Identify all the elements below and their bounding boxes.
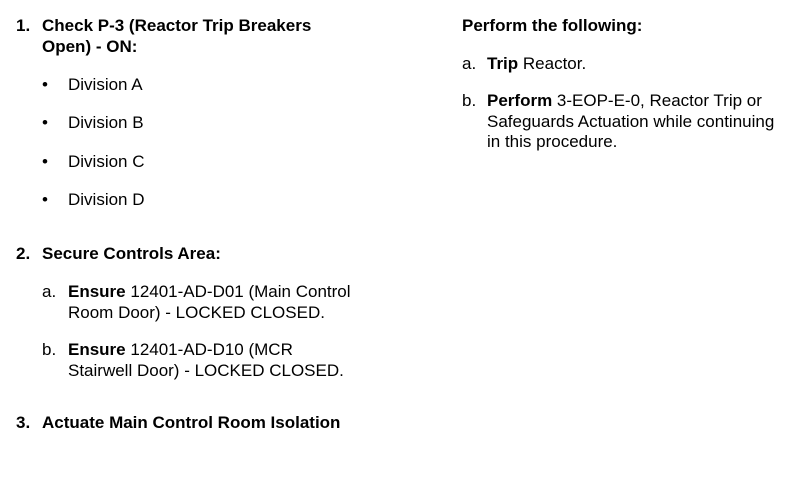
right-b-text: 3-EOP-E-0, Reactor Trip or (552, 91, 762, 110)
right-a-text: Reactor. (518, 54, 587, 73)
bullet-icon: • (42, 113, 48, 132)
step-2b-line1 (68, 339, 293, 360)
step-3-title: Actuate Main Control Room Isolation (42, 413, 341, 432)
division-c: Division C (68, 152, 145, 171)
right-a-line1 (487, 53, 586, 74)
step-2-title: Secure Controls Area: (42, 244, 221, 263)
step-2b-text: 12401-AD-D10 (MCR (125, 340, 293, 359)
step-2a-letter: a. (42, 282, 57, 301)
step-3-number: 3. (16, 413, 31, 432)
division-b: Division B (68, 113, 144, 132)
step-2b-letter: b. (42, 340, 57, 359)
right-b-letter: b. (462, 91, 477, 110)
step-2b-line2: Stairwell Door) - LOCKED CLOSED. (68, 361, 344, 380)
right-b-line3: in this procedure. (487, 132, 618, 151)
right-b-line2: Safeguards Actuation while continuing (487, 112, 775, 131)
right-b-verb: Perform (487, 91, 553, 110)
right-b-line1 (487, 90, 762, 111)
bullet-icon: • (42, 152, 48, 171)
right-a-letter: a. (462, 54, 477, 73)
division-a: Division A (68, 75, 143, 94)
step-2a-line1 (68, 281, 351, 302)
step-2b-verb: Ensure (68, 340, 126, 359)
right-a-verb: Trip (487, 54, 519, 73)
step-2a-line2: Room Door) - LOCKED CLOSED. (68, 303, 325, 322)
step-1-number: 1. (16, 16, 31, 35)
step-2a-verb: Ensure (68, 282, 126, 301)
bullet-icon: • (42, 190, 48, 209)
step-1-title-line1: Check P-3 (Reactor Trip Breakers (42, 16, 312, 35)
step-1-title-line2: Open) - ON: (42, 37, 138, 56)
bullet-icon: • (42, 75, 48, 94)
division-d: Division D (68, 190, 145, 209)
step-2-number: 2. (16, 244, 31, 263)
step-2a-text: 12401-AD-D01 (Main Control (125, 282, 351, 301)
right-heading: Perform the following: (462, 16, 643, 35)
